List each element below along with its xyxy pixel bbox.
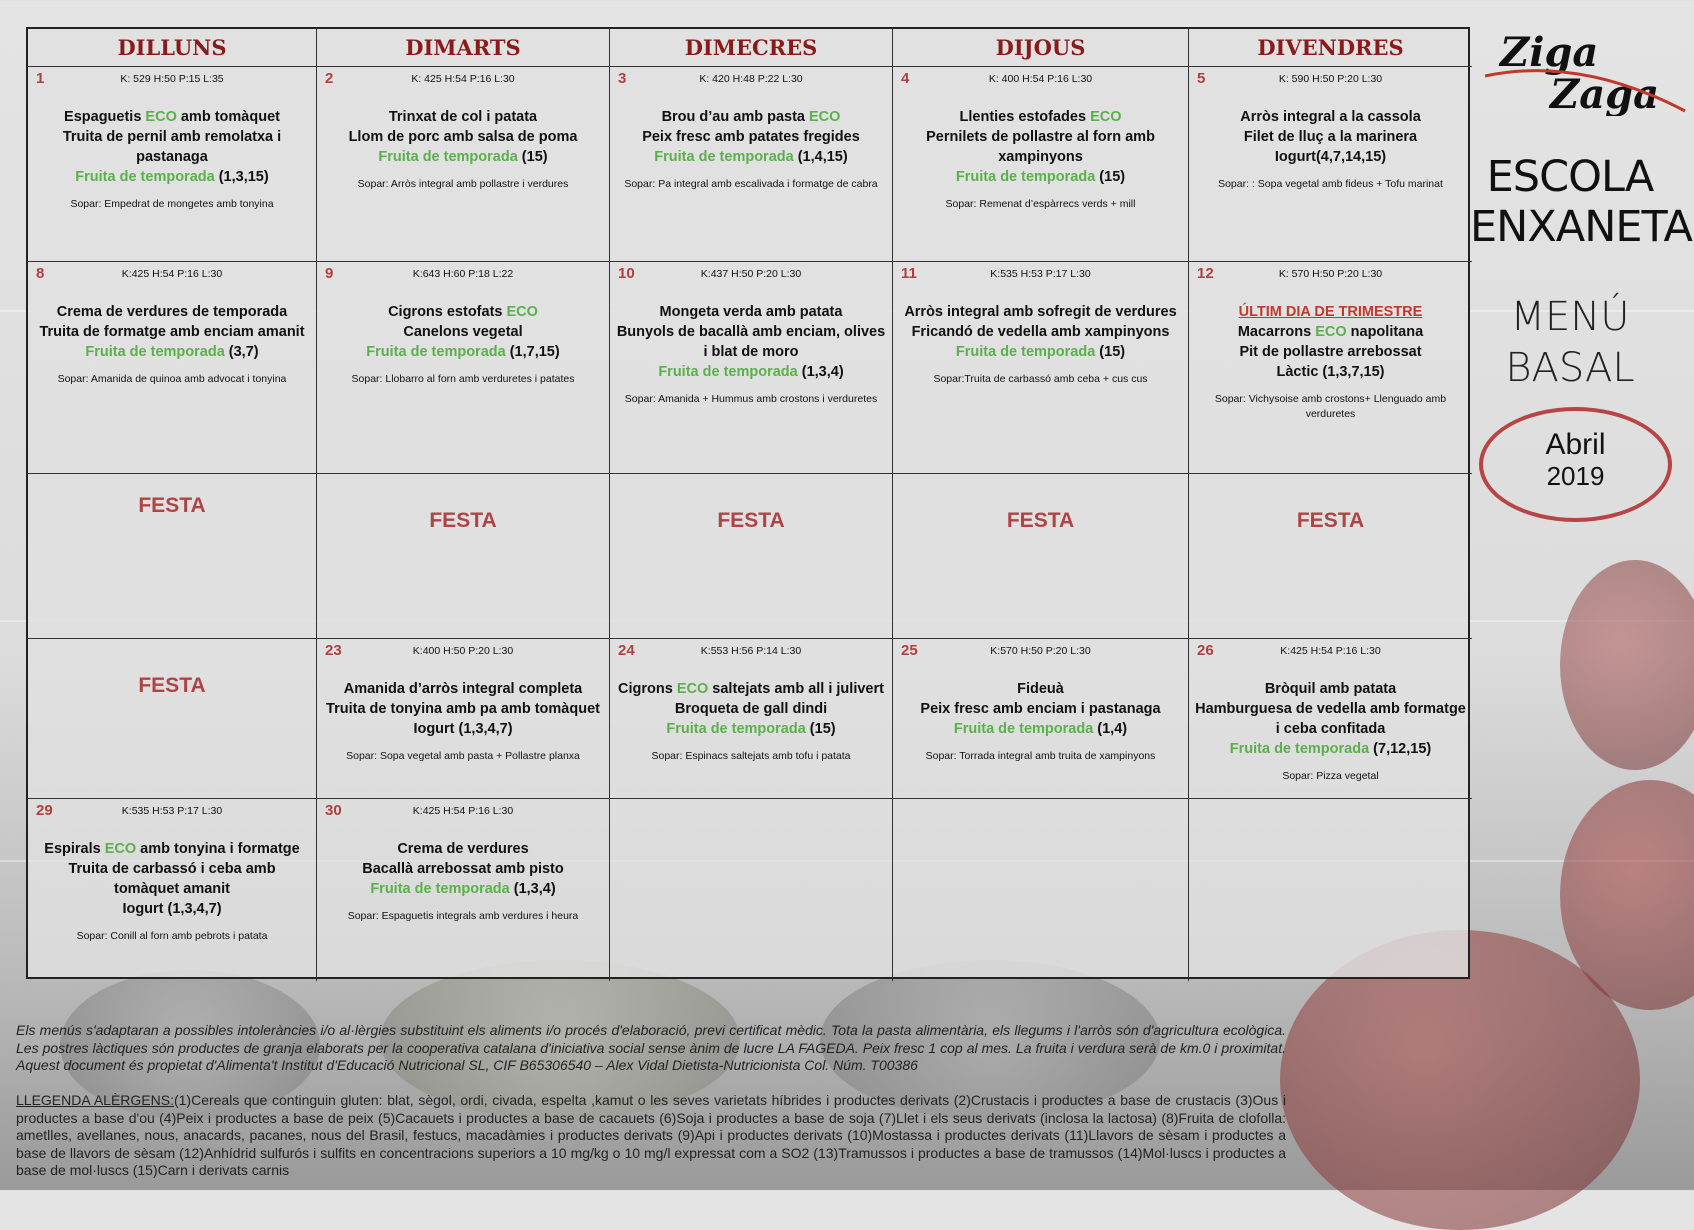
dish-list [616,302,886,407]
dish-line [1195,127,1466,147]
dish-line [34,107,310,127]
dinner-suggestion: Sopar: Llobarro al forn amb verduretes i patates [351,373,575,385]
day-number: 9 [325,265,334,282]
month-label: Abril [1545,428,1606,461]
dish-list [616,107,886,192]
menu-title-line2: BASAL [1505,345,1635,391]
dish-text: Bunyols de bacallà amb enciam, olives i blat de moro [616,324,886,360]
allergen-legend [16,1092,1286,1180]
dish-line [1195,302,1466,322]
dish-text: Macarrons [1237,324,1316,340]
dish-line [616,127,886,147]
dish-list [34,107,310,212]
day-cell [317,67,610,262]
svg-text:Zaga: Zaga [1550,71,1660,116]
dish-line [616,719,886,739]
dish-text: Pernilets de pollastre al forn amb xampinyons [926,129,1155,165]
allergen-codes: (3,7) [224,344,259,360]
dinner-suggestion: Sopar: Vichysoise amb crostons+ Llenguado amb verduretes [1214,393,1447,420]
dish-line [323,342,603,362]
dish-line [323,127,603,147]
dinner-suggestion: Sopar: Empedrat de mongetes amb tonyina [70,198,274,210]
dish-text: Truita de carbassó i ceba amb tomàquet amanit [68,861,276,897]
year-label: 2019 [1546,461,1605,491]
eco-tag: Fruita de temporada [85,344,225,360]
allergen-codes: (1,3,15) [214,169,269,185]
dinner-suggestion: Sopar: Remenat d’espàrrecs verds + mill [945,198,1136,210]
day-number: 24 [618,642,635,659]
dish-line [616,679,886,699]
dish-text: Bròquil amb patata [1264,681,1397,697]
allergen-codes: (1,4) [1093,721,1128,737]
day-number: 5 [1197,70,1206,87]
dish-text: Espaguetis [64,109,146,125]
day-cell [1189,262,1472,474]
holiday-cell [893,474,1189,639]
allergen-codes: (15) [1095,344,1126,360]
dish-text: Làctic (1,3,7,15) [1276,364,1385,380]
dish-line [323,879,603,899]
dish-text: Peix fresc amb enciam i pastanaga [920,701,1161,717]
day-number: 25 [901,642,918,659]
nutrition-info: K: 425 H:54 P:16 L:30 [411,73,515,85]
dish-line [323,107,603,127]
day-header-1: DIMARTS [317,29,610,67]
empty-cell [893,799,1189,981]
eco-tag: Fruita de temporada [366,344,506,360]
day-number: 29 [36,802,53,819]
holiday-cell [28,474,317,639]
dish-list [323,107,603,192]
dish-list [323,679,603,764]
day-number: 26 [1197,642,1214,659]
dish-line [899,342,1182,362]
nutrition-info: K:643 H:60 P:18 L:22 [412,268,514,280]
dish-line [616,322,886,362]
dish-text: Iogurt(4,7,14,15) [1274,149,1387,165]
dinner-suggestion: Sopar: Amanida de quinoa amb advocat i tonyina [57,373,287,385]
eco-tag: Fruita de temporada [75,169,215,185]
festa-label: FESTA [1006,509,1075,532]
dish-line [899,302,1182,322]
eco-tag: Fruita de temporada [955,344,1096,360]
day-cell [317,799,610,981]
day-cell [1189,67,1472,262]
dish-text: Arròs integral a la cassola [1240,109,1421,125]
dish-line [1195,679,1466,699]
dish-text: Crema de verdures de temporada [56,304,288,320]
dish-text: Canelons vegetal [403,324,523,340]
nutrition-info: K:425 H:54 P:16 L:30 [412,805,514,817]
school-name-line2: ENXANETA [1470,202,1692,252]
dish-text: amb tomàquet [176,109,280,125]
dish-list [899,107,1182,212]
eco-tag: Fruita de temporada [370,881,510,897]
day-cell [610,639,893,799]
dish-text: Peix fresc amb patates fregides [642,129,860,145]
dish-line [616,302,886,322]
dinner-suggestion: Sopar: Pa integral amb escalivada i formatge de cabra [624,178,878,190]
allergen-codes: (1,7,15) [505,344,560,360]
eco-tag: Fruita de temporada [654,149,794,165]
festa-label: FESTA [138,674,206,697]
dish-text: Llom de porc amb salsa de poma [348,129,578,145]
eco-tag: Fruita de temporada [953,721,1094,737]
nutrition-info: K: 590 H:50 P:20 L:30 [1278,73,1383,85]
eco-tag: ECO [1090,109,1122,125]
day-cell [893,67,1189,262]
nutrition-info: K:400 H:50 P:20 L:30 [412,645,514,657]
dish-text: Mongeta verda amb patata [659,304,843,320]
school-name-line1: ESCOLA [1486,152,1654,202]
dish-text: napolitana [1346,324,1424,340]
eco-tag: ECO [506,304,538,320]
nutrition-info: K:437 H:50 P:20 L:30 [700,268,802,280]
dish-line [616,107,886,127]
nutrition-info: K:425 H:54 P:16 L:30 [121,268,223,280]
day-header-2: DIMECRES [610,29,893,67]
dish-list [899,302,1182,387]
allergen-codes: (1,3,4) [797,364,844,380]
dish-text: Filet de lluç a la marinera [1243,129,1418,145]
dinner-suggestion: Sopar: Pizza vegetal [1282,770,1379,782]
dinner-suggestion: Sopar:Truita de carbassó amb ceba + cus cus [933,373,1148,385]
dish-line [1195,739,1466,759]
dish-text: Brou d’au amb pasta [661,109,810,125]
dish-list [899,679,1182,764]
dinner-suggestion: Sopar: Espaguetis integrals amb verdures i heura [347,910,579,922]
dinner-suggestion: Sopar: Espinacs saltejats amb tofu i patata [651,750,851,762]
dish-list [323,302,603,387]
dish-line [34,839,310,859]
nutrition-info: K:535 H:53 P:17 L:30 [990,268,1091,280]
festa-label: FESTA [717,509,785,532]
dish-line [1195,322,1466,342]
eco-tag: ECO [1315,324,1347,340]
dish-text: saltejats amb all i julivert [708,681,884,697]
day-cell [610,67,893,262]
nutrition-info: K: 570 H:50 P:20 L:30 [1278,268,1383,280]
dish-text: Fricandó de vedella amb xampinyons [911,324,1170,340]
day-number: 10 [618,265,635,282]
dish-line [616,147,886,167]
dinner-suggestion: Sopar: Sopa vegetal amb pasta + Pollastre planxa [346,750,580,762]
day-number: 12 [1197,265,1214,282]
allergen-codes: (15) [1095,169,1126,185]
eco-tag: ECO [676,681,709,697]
day-number: 2 [325,70,334,87]
dish-line [323,839,603,859]
dish-line [34,302,310,322]
dish-line [1195,699,1466,739]
eco-tag: ECO [809,109,841,125]
eco-tag: Fruita de temporada [1229,741,1370,757]
allergen-codes: (15) [517,149,548,165]
day-cell [893,262,1189,474]
legend-label: LLEGENDA ALÈRGENS: [16,1092,174,1108]
dish-text: Pit de pollastre arrebossat [1239,344,1422,360]
dish-text: Llenties estofades [959,109,1091,125]
holiday-cell [610,474,893,639]
dish-line [323,859,603,879]
dish-line [34,859,310,899]
dish-line [1195,342,1466,362]
dish-text: Truita de pernil amb remolatxa i pastanaga [62,129,282,165]
dish-line [1195,147,1466,167]
day-cell [893,639,1189,799]
festa-label: FESTA [1296,509,1365,532]
dinner-suggestion: Sopar: Torrada integral amb truita de xampinyons [925,750,1156,762]
allergen-codes: (1,3,4) [509,881,556,897]
pepper-decoration [1560,560,1694,770]
day-header-3: DIJOUS [893,29,1189,67]
day-header-0: DILLUNS [28,29,317,67]
menu-calendar-grid [26,27,1470,979]
dish-line [323,719,603,739]
dish-text: amb tonyina i formatge [136,841,300,857]
day-number: 4 [901,70,910,87]
dish-line [616,362,886,382]
dish-text: Espirals [44,841,105,857]
nutrition-info: K:570 H:50 P:20 L:30 [990,645,1091,657]
day-cell [610,262,893,474]
dish-line [34,322,310,342]
allergen-codes: (1,4,15) [793,149,848,165]
month-badge [1479,407,1672,522]
dish-list [34,839,310,944]
allergen-codes: (7,12,15) [1369,741,1432,757]
dish-text: Hamburguesa de vedella amb formatge i ceba confitada [1195,701,1466,737]
nutrition-info: K: 400 H:54 P:16 L:30 [988,73,1093,85]
allergen-codes: (15) [805,721,836,737]
legend-text: (1)Cereals que continguin gluten: blat, sègol, ordi, civada, espelta ,kamut o les seves varietats híbrides i productes derivats (2)Crustacis i productes a base de crustacis (3)Ous i productes a base d'ou (4)Peix i productes a base de peix (5)Cacauets i productes a base de cacauets (6)Soja i productes a base de soja (7)Llet i els seus derivats (inclosa la lactosa) (8)Fruita de clofolla: ametlles, avellanes, nous, anacards, pacanes, nous del Brasil, festucs, macadàmies i productes derivats (9)Api i productes derivats (10)Mostassa i productes derivats (11)Llavors de sèsam i productes a base de llavors de sèsam (12)Anhídrid sulfurós i sulfits en concentracions superiors a 10 mg/kg o 10 mg/l expressat com a SO2 (13)Tramussos i productes a base de tramussos (14)Mol·luscs i productes a base de mol·luscs (15)Carn i derivats carnis [16,1092,1286,1178]
nutrition-info: K:425 H:54 P:16 L:30 [1280,645,1381,657]
dish-line [899,167,1182,187]
dish-list [616,679,886,764]
dish-text: Iogurt (1,3,4,7) [122,901,222,917]
dinner-suggestion: Sopar: Arròs integral amb pollastre i verdures [357,178,569,190]
dish-line [616,699,886,719]
dish-line [34,167,310,187]
day-number: 3 [618,70,627,87]
day-number: 30 [325,802,342,819]
empty-cell [1189,799,1472,981]
eco-tag: ECO [104,841,137,857]
holiday-cell [1189,474,1472,639]
day-number: 8 [36,265,45,282]
dish-line [899,719,1182,739]
eco-tag: Fruita de temporada [666,721,806,737]
menu-title-line1: MENÚ [1510,294,1630,340]
dinner-suggestion: Sopar: : Sopa vegetal amb fideus + Tofu marinat [1218,178,1443,190]
dish-list [1195,679,1466,784]
nutrition-info: K: 420 H:48 P:22 L:30 [699,73,803,85]
dish-text: Iogurt (1,3,4,7) [413,721,513,737]
eco-tag: ECO [145,109,177,125]
dish-line [323,322,603,342]
dinner-suggestion: Sopar: Conill al forn amb pebrots i patata [76,930,268,942]
dish-text: Truita de tonyina amb pa amb tomàquet [326,701,600,717]
eco-tag: Fruita de temporada [658,364,798,380]
dish-list [1195,302,1466,422]
festa-label: FESTA [429,509,497,532]
dish-text: Fideuà [1017,681,1064,697]
dinner-suggestion: Sopar: Amanida + Hummus amb crostons i verduretes [624,393,878,405]
empty-cell [610,799,893,981]
nutrition-info: K:535 H:53 P:17 L:30 [121,805,223,817]
dish-line [899,127,1182,167]
day-cell [28,67,317,262]
dish-text: Bacallà arrebossat amb pisto [362,861,564,877]
day-number: 23 [325,642,342,659]
dish-text: Amanida d’arròs integral completa [343,681,583,697]
dish-line [1195,362,1466,382]
day-cell [1189,639,1472,799]
ziga-zaga-logo [1480,26,1690,116]
dish-text: Arròs integral amb sofregit de verdures [904,304,1177,320]
dish-text: Cigrons estofats [388,304,507,320]
dish-line [899,107,1182,127]
footer-note: Els menús s'adaptaran a possibles intoleràncies i/o al·lèrgies substituint els aliments i/o procés d'elaboració, previ certificat mèdic. Tota la pasta alimentària, els llegums i l'arròs són d'agricultura ecològica. Les postres làctiques són productes de granja elaborats per la cooperativa catalana d'iniciativa social sense ànim de lucre LA FAGEDA. Peix fresc 1 cop al mes. La fruita i verdura serà de km.0 i proximitat. Aquest document és propietat d'Alimenta't Institut d'Educació Nutricional SL, CIF B65306540 – Alex Vidal Dietista-Nutricionista Col. Núm. T00386 [16,1022,1286,1073]
dish-list [1195,107,1466,192]
dish-line [1195,107,1466,127]
dish-text: Trinxat de col i patata [388,109,538,125]
holiday-cell [28,639,317,799]
day-cell [317,639,610,799]
dish-line [899,679,1182,699]
dish-line [323,147,603,167]
dish-line [34,342,310,362]
dish-line [34,127,310,167]
svg-text:Ziga: Ziga [1500,29,1599,76]
eco-tag: Fruita de temporada [378,149,518,165]
day-number: 11 [901,265,917,282]
nutrition-info: K: 529 H:50 P:15 L:35 [120,73,224,85]
dish-text: ÚLTIM DIA DE TRIMESTRE [1238,304,1423,320]
dish-list [34,302,310,387]
dish-line [899,322,1182,342]
dish-line [323,302,603,322]
day-cell [28,262,317,474]
holiday-cell [317,474,610,639]
day-cell [317,262,610,474]
day-header-4: DIVENDRES [1189,29,1472,67]
eco-tag: Fruita de temporada [955,169,1096,185]
dish-text: Truita de formatge amb enciam amanit [39,324,305,340]
day-number: 1 [36,70,45,87]
dish-line [323,699,603,719]
day-cell [28,799,317,981]
dish-line [323,679,603,699]
nutrition-info: K:553 H:56 P:14 L:30 [700,645,802,657]
dish-text: Cigrons [618,681,677,697]
dish-text: Crema de verdures [397,841,529,857]
dish-line [34,899,310,919]
dish-line [899,699,1182,719]
dish-text: Broqueta de gall dindi [674,701,828,717]
dish-list [323,839,603,924]
festa-label: FESTA [138,494,206,517]
